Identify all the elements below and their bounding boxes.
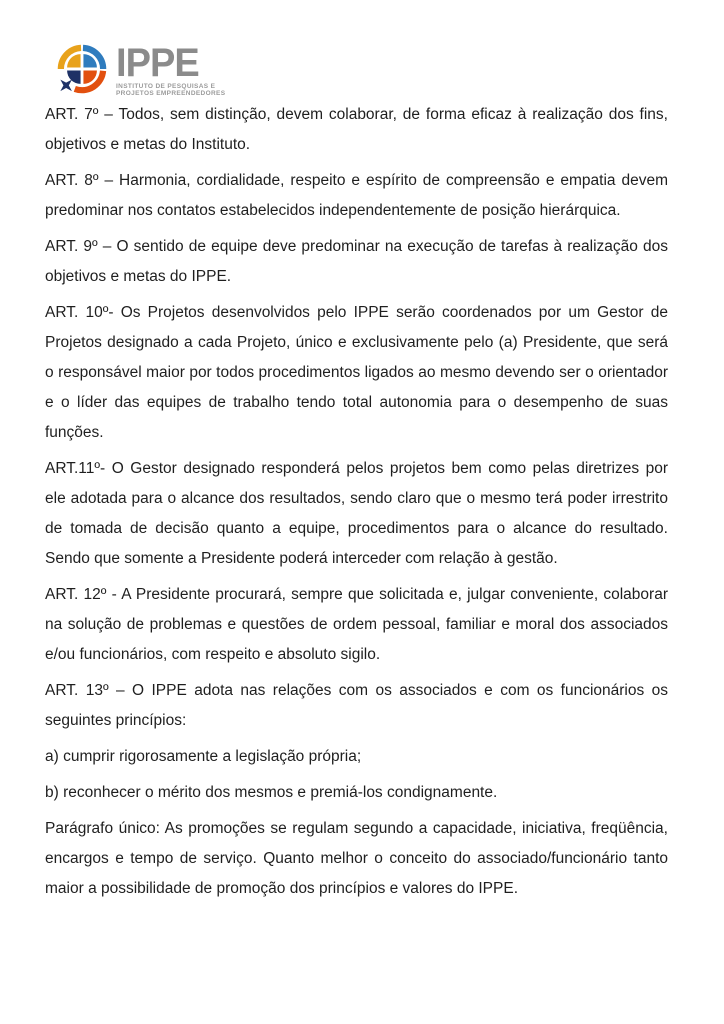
- ippe-logo-icon: [57, 44, 107, 94]
- list-item-a: a) cumprir rigorosamente a legislação própria;: [45, 748, 362, 765]
- ippe-wordmark: IPPE: [116, 41, 199, 85]
- paragraph-art-9: ART. 9º – O sentido de equipe deve predominar na execução de tarefas à realização dos objetivos e metas do IPPE.: [45, 238, 668, 285]
- paragraph-paragrafo-unico: Parágrafo único: As promoções se regulam segundo a capacidade, iniciativa, freqüência, encargos e tempo de serviço. Quanto melhor o conceito do associado/funcionário tanto maior a possibilidade de promoção dos princípios e valores do IPPE.: [45, 820, 668, 897]
- paragraph-art-8: ART. 8º – Harmonia, cordialidade, respeito e espírito de compreensão e empatia devem predominar nos contatos estabelecidos independentemente de posição hierárquica.: [45, 172, 668, 219]
- paragraph-art-7: ART. 7º – Todos, sem distinção, devem colaborar, de forma eficaz à realização dos fins, objetivos e metas do Instituto.: [45, 106, 668, 153]
- ippe-logo-subtitle-line2: PROJETOS EMPREENDEDORES: [116, 90, 226, 97]
- ippe-logo: [57, 41, 226, 97]
- list-item-b: b) reconhecer o mérito dos mesmos e premiá-los condignamente.: [45, 784, 498, 801]
- paragraph-art-11: ART.11º- O Gestor designado responderá pelos projetos bem como pelas diretrizes por ele adotada para o alcance dos resultados, sendo claro que o mesmo terá poder irrestrito de tomada de decisão quanto a equipe, procedimentos para o alcance do resultado. Sendo que somente a Presidente poderá interceder com relação à gestão.: [45, 460, 668, 567]
- paragraph-art-12: ART. 12º - A Presidente procurará, sempre que solicitada e, julgar conveniente, colaborar na solução de problemas e questões de ordem pessoal, familiar e moral dos associados e/ou funcionários, com respeito e absoluto sigilo.: [45, 586, 668, 663]
- ippe-logo-subtitle-line1: INSTITUTO DE PESQUISAS E: [116, 83, 216, 90]
- document-body: [45, 100, 668, 910]
- paragraph-art-10: ART. 10º- Os Projetos desenvolvidos pelo IPPE serão coordenados por um Gestor de Projetos designado a cada Projeto, único e exclusivamente pelo (a) Presidente, que será o responsável maior por todos procedimentos ligados ao mesmo devendo ser o orientador e o líder das equipes de trabalho tendo total autonomia para o desempenho de suas funções.: [45, 304, 668, 441]
- ippe-logo-text: [116, 41, 226, 97]
- paragraph-art-13: ART. 13º – O IPPE adota nas relações com os associados e com os funcionários os seguintes princípios:: [45, 682, 668, 729]
- ippe-logo-subtitle: [116, 83, 225, 97]
